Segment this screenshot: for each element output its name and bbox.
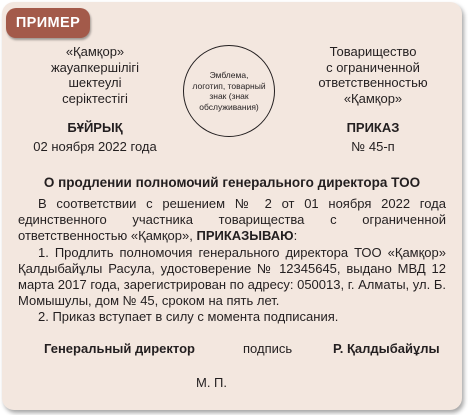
order-colon: : bbox=[293, 228, 298, 244]
left-org-line-1: «Қамқор» bbox=[65, 44, 125, 59]
right-org-line-1: Товарищество bbox=[329, 44, 417, 59]
order-date: 02 ноября 2022 года bbox=[33, 139, 157, 154]
item-1-paragraph: 1. Продлить полномочия генерального директора ТОО «Қамқор» Қалдыбайұлы Расула, удостоверение № 12345645, выдано МВД 12 марта 2017 года, зарегистрирован по адресу: 050013, г. Алматы, ул. Б. Момышулы, дом № 45, сроком на пять лет. bbox=[18, 244, 446, 309]
left-org-line-3: шектеулі bbox=[68, 75, 122, 90]
left-org-line-4: серіктестігі bbox=[62, 90, 128, 106]
right-org-line-2: с ограниченной bbox=[326, 59, 420, 75]
intro-paragraph bbox=[18, 196, 446, 245]
example-badge: ПРИМЕР bbox=[6, 8, 90, 38]
item-2-paragraph: 2. Приказ вступает в силу с момента подписания. bbox=[38, 309, 339, 325]
signature-placeholder: подпись bbox=[243, 341, 293, 356]
intro-text: В соответствии с решением № 2 от 01 ноября 2022 года единственного участника товарищества с ограниченной ответственностью «Қамқор», bbox=[18, 196, 446, 244]
emblem-text: Эмблема, логотип, товарный знак (знак обслуживания) bbox=[192, 70, 266, 112]
document-heading: О продлении полномочий генерального директора ТОО bbox=[43, 175, 421, 190]
right-org-line-3: ответственностью bbox=[318, 75, 428, 90]
emblem-placeholder bbox=[183, 45, 275, 137]
stamp-place: М. П. bbox=[196, 375, 228, 390]
left-org-line-2: жауапкершілігі bbox=[50, 59, 140, 75]
right-org-line-4: «Қамқор» bbox=[343, 90, 403, 106]
signatory-name: Р. Қалдыбайұлы bbox=[333, 341, 440, 356]
order-word: ПРИКАЗЫВАЮ bbox=[196, 228, 294, 244]
kazakh-order-title: БҰЙРЫҚ bbox=[67, 120, 123, 135]
right-organization-block bbox=[298, 44, 448, 106]
left-organization-block bbox=[20, 44, 170, 106]
order-number: № 45-п bbox=[351, 139, 395, 154]
signatory-position: Генеральный директор bbox=[44, 341, 195, 356]
russian-order-title: ПРИКАЗ bbox=[346, 120, 400, 135]
document-body bbox=[18, 196, 446, 326]
